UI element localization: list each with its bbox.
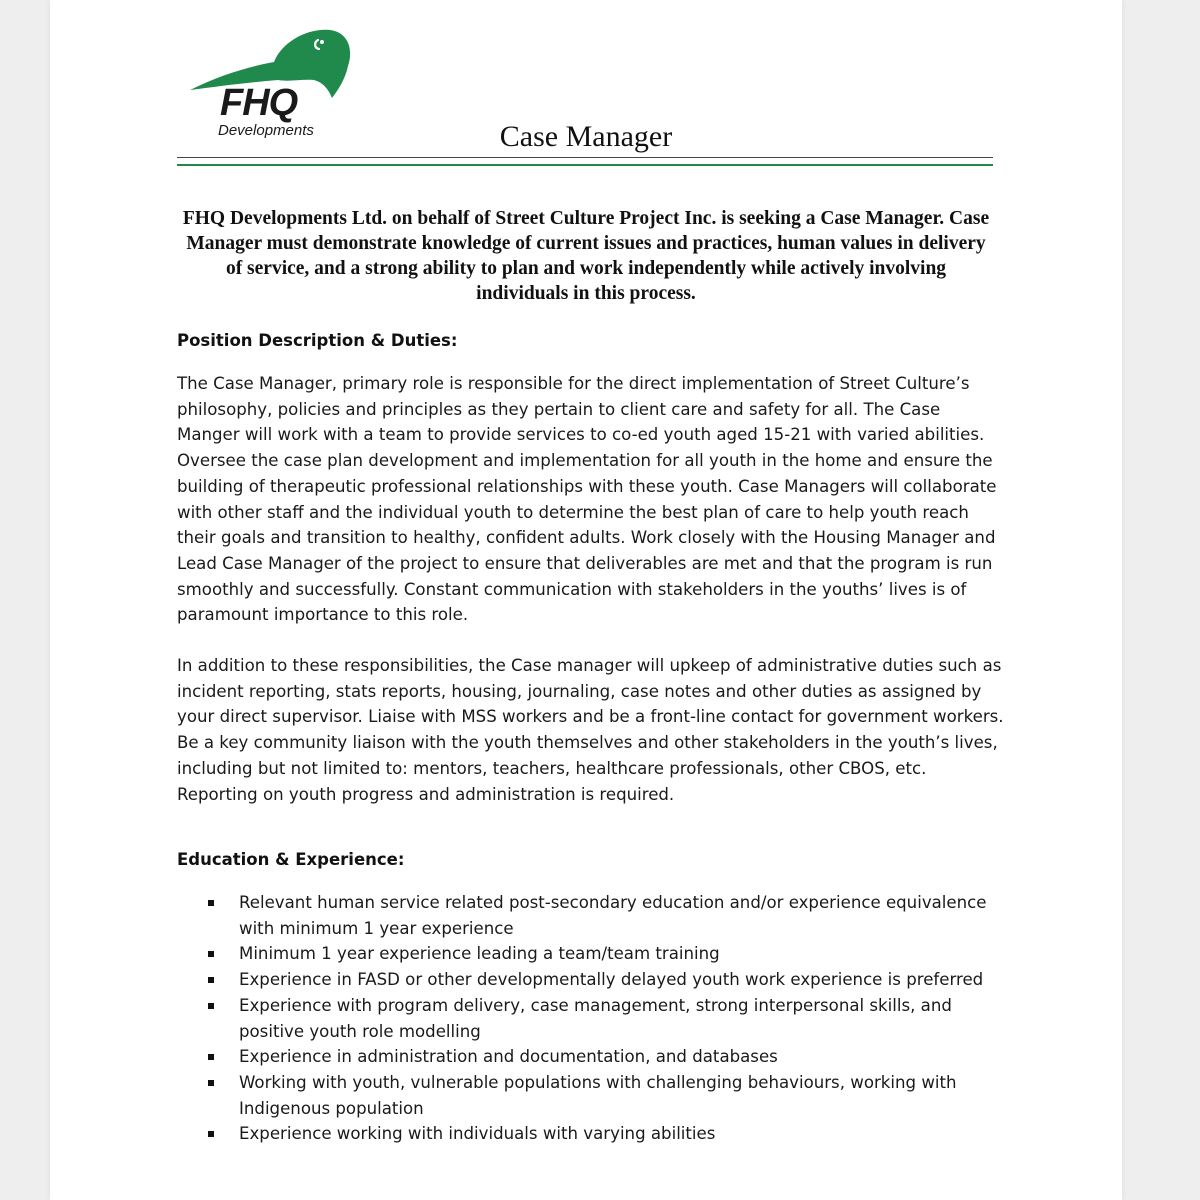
document-page xyxy=(50,0,1122,1200)
list-item xyxy=(205,1070,1005,1121)
bullet-icon xyxy=(208,1054,214,1060)
list-item-text: Experience with program delivery, case management, strong interpersonal skills, and positive youth role modelling xyxy=(239,995,952,1041)
bullet-icon xyxy=(208,1080,214,1086)
bullet-icon xyxy=(208,951,214,957)
list-item-text: Minimum 1 year experience leading a team/team training xyxy=(239,944,720,964)
header-divider xyxy=(177,157,993,158)
bullet-icon xyxy=(208,1131,214,1137)
list-item xyxy=(205,941,1005,967)
list-item xyxy=(205,1044,1005,1070)
page-title: Case Manager xyxy=(499,120,673,153)
bullet-icon xyxy=(208,900,214,906)
education-list xyxy=(205,890,1005,1147)
header-divider-accent xyxy=(177,164,993,166)
list-item-text: Working with youth, vulnerable populations with challenging behaviours, working with Indigenous population xyxy=(239,1072,957,1118)
list-item xyxy=(205,1121,1005,1147)
list-item-text: Experience working with individuals with varying abilities xyxy=(239,1124,716,1144)
logo-subtitle-text: Developments xyxy=(218,122,314,139)
bullet-icon xyxy=(208,1003,214,1009)
list-item xyxy=(205,890,1005,941)
education-heading: Education & Experience: xyxy=(177,850,405,869)
list-item-text: Experience in administration and documentation, and databases xyxy=(239,1047,778,1067)
bullet-icon xyxy=(208,977,214,983)
intro-statement: FHQ Developments Ltd. on behalf of Street Culture Project Inc. is seeking a Case Manager. Case Manager must demonstrate knowledge of current issues and practices, human values in delivery of service, and a strong ability to plan and work independently while actively involving individuals in this process. xyxy=(182,208,990,304)
position-paragraph-1: The Case Manager, primary role is responsible for the direct implementation of Street Culture’s philosophy, policies and principles as they pertain to client care and safety for all. The Case Manger will work with a team to provide services to co-ed youth aged 15-21 with varied abilities. Oversee the case plan development and implementation for all youth in the home and ensure the building of therapeutic professional relationships with these youth. Case Managers will collaborate with other staff and the individual youth to determine the best plan of care to help youth reach their goals and transition to healthy, confident adults. Work closely with the Housing Manager and Lead Case Manager of the project to ensure that deliverables are met and that the program is run smoothly and successfully. Constant communication with stakeholders in the youths’ lives is of paramount importance to this role. xyxy=(177,374,997,625)
company-logo xyxy=(182,22,352,142)
list-item-text: Experience in FASD or other developmentally delayed youth work experience is preferred xyxy=(239,970,984,990)
list-item-text: Relevant human service related post-secondary education and/or experience equivalence with minimum 1 year experience xyxy=(239,893,987,938)
list-item xyxy=(205,993,1005,1044)
list-item xyxy=(205,967,1005,993)
logo-brand-text: FHQ xyxy=(220,82,298,124)
position-paragraph-2: In addition to these responsibilities, the Case manager will upkeep of administrative duties such as incident reporting, stats reports, housing, journaling, case notes and other duties as assigned by your direct supervisor. Liaise with MSS workers and be a front-line contact for government workers. Be a key community liaison with the youth themselves and other stakeholders in the youth’s lives, including but not limited to: mentors, teachers, healthcare professionals, other CBOS, etc. Reporting on youth progress and administration is required. xyxy=(177,656,1004,804)
position-heading: Position Description & Duties: xyxy=(177,331,458,350)
